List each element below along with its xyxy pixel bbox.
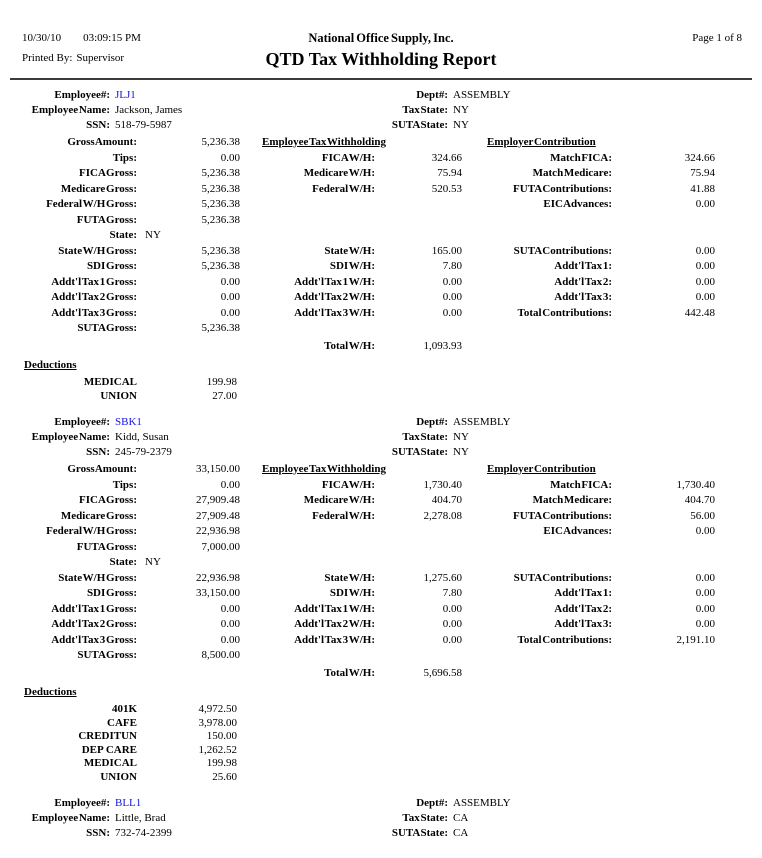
dept-label: Dept#:	[416, 89, 448, 101]
sdi-wh-value: 7.80	[442, 587, 462, 599]
employee-section	[20, 796, 742, 841]
addtl-tax-2-label: Addt'l Tax 2:	[554, 275, 612, 288]
federal-wh-gross-label: Federal W/H Gross:	[46, 198, 137, 210]
eic-advances-value: 0.00	[695, 525, 715, 537]
addtl-tax-3-gross-label: Addt'l Tax 3 Gross:	[51, 633, 137, 646]
field-row	[20, 306, 742, 322]
employee-section	[20, 415, 742, 784]
field-row	[20, 321, 742, 337]
field-row	[20, 275, 742, 291]
addtl-tax-2-wh-label: Addt'l Tax 2 W/H:	[294, 618, 375, 630]
federal-wh-value: 2,278.08	[423, 509, 462, 522]
tips-label: Tips:	[112, 478, 137, 491]
ssn-label: SSN:	[86, 119, 110, 131]
state-wh-label: State W/H:	[324, 571, 375, 584]
report-time: 03:09:15 PM	[83, 32, 141, 44]
field-row	[20, 151, 742, 167]
total-wh-row	[20, 339, 742, 355]
page-header	[20, 0, 742, 80]
tips-value: 0.00	[220, 151, 240, 164]
addtl-tax-1-label: Addt'l Tax 1:	[554, 260, 612, 272]
sdi-gross-value: 5,236.38	[201, 260, 240, 272]
deductions-list	[20, 376, 742, 403]
fica-wh-label: FICA W/H:	[321, 151, 375, 164]
employer-contribution-header: Employer Contribution	[487, 136, 596, 148]
gross-amount-value: 5,236.38	[201, 136, 240, 148]
field-row	[20, 493, 742, 509]
addtl-tax-3-label: Addt'l Tax 3:	[554, 291, 612, 303]
addtl-tax-3-gross-value: 0.00	[220, 306, 240, 319]
sdi-gross-value: 33,150.00	[196, 587, 240, 599]
employee-tax-withholding-header: Employee Tax Withholding	[262, 136, 386, 148]
printed-by-label: Printed By:	[22, 52, 73, 64]
tips-label: Tips:	[112, 151, 137, 164]
match-fica-label: Match FICA:	[550, 478, 612, 491]
addtl-tax-3-wh-label: Addt'l Tax 3 W/H:	[294, 306, 375, 319]
header-row-1	[20, 30, 742, 47]
suta-gross-value: 8,500.00	[201, 649, 240, 661]
state-label: State:	[109, 556, 137, 568]
company-name: National Office Supply, Inc.	[308, 31, 454, 45]
field-row	[20, 244, 742, 260]
sdi-gross-label: SDI Gross:	[86, 260, 137, 272]
gross-amount-label: Gross Amount:	[67, 463, 137, 475]
deduction-amount: 4,972.50	[198, 703, 237, 715]
employer-contribution-header: Employer Contribution	[487, 463, 596, 475]
field-row	[20, 462, 742, 478]
field-row	[20, 166, 742, 182]
suta-gross-label: SUTA Gross:	[77, 322, 137, 334]
medicare-wh-label: Medicare W/H:	[303, 167, 375, 179]
match-medicare-value: 404.70	[684, 494, 715, 506]
addtl-tax-2-gross-value: 0.00	[220, 291, 240, 303]
deduction-row	[20, 390, 742, 404]
ssn-value: 245-79-2379	[115, 446, 172, 458]
tax-state-label: Tax State:	[402, 812, 448, 824]
gross-amount-label: Gross Amount:	[67, 136, 137, 148]
ssn-value: 732-74-2399	[115, 827, 172, 839]
fica-gross-value: 27,909.48	[196, 494, 240, 506]
federal-wh-gross-label: Federal W/H Gross:	[46, 525, 137, 537]
futa-contributions-value: 41.88	[690, 182, 715, 195]
field-row	[20, 524, 742, 540]
deduction-row	[20, 744, 742, 758]
medicare-gross-label: Medicare Gross:	[60, 509, 137, 522]
addtl-tax-1-value: 0.00	[695, 260, 715, 272]
employee-id-link[interactable]: JLJ1	[115, 89, 136, 101]
addtl-tax-2-gross-label: Addt'l Tax 2 Gross:	[51, 291, 137, 303]
spacer	[375, 524, 462, 540]
futa-gross-label: FUTA Gross:	[76, 540, 137, 553]
ssn-label: SSN:	[86, 827, 110, 839]
employee-ssn-row	[20, 826, 742, 841]
employee-ssn-row	[20, 445, 742, 460]
total-contributions-value: 2,191.10	[676, 633, 715, 646]
employee-name-label: Employee Name:	[31, 104, 110, 116]
total-wh-row	[20, 666, 742, 682]
suta-gross-label: SUTA Gross:	[77, 649, 137, 661]
addtl-tax-2-gross-label: Addt'l Tax 2 Gross:	[51, 618, 137, 630]
field-row	[20, 571, 742, 587]
suta-state-label: SUTA State:	[391, 119, 448, 131]
deductions-header: Deductions	[24, 686, 77, 698]
match-fica-value: 1,730.40	[676, 478, 715, 491]
deduction-name: MEDICAL	[83, 757, 137, 769]
tax-grid	[20, 462, 742, 681]
suta-contributions-label: SUTA Contributions:	[513, 244, 612, 257]
field-row	[20, 633, 742, 649]
medicare-wh-value: 404.70	[431, 494, 462, 506]
deduction-row	[20, 771, 742, 785]
employee-ssn-row	[20, 118, 742, 133]
tax-state-value: CA	[453, 812, 469, 824]
suta-state-label: SUTA State:	[391, 446, 448, 458]
deduction-name: MEDICAL	[83, 376, 137, 388]
addtl-tax-3-wh-value: 0.00	[442, 633, 462, 646]
deductions-header: Deductions	[24, 359, 77, 371]
fica-gross-label: FICA Gross:	[79, 167, 137, 179]
deduction-amount: 1,262.52	[198, 743, 237, 756]
eic-advances-value: 0.00	[695, 198, 715, 210]
deduction-amount: 3,978.00	[198, 716, 237, 729]
suta-state-label: SUTA State:	[391, 827, 448, 839]
total-wh-value: 1,093.93	[423, 339, 462, 352]
employee-no-label: Employee#:	[54, 797, 110, 809]
field-row	[20, 135, 742, 151]
addtl-tax-1-wh-label: Addt'l Tax 1 W/H:	[294, 275, 375, 288]
header-row-2	[20, 49, 742, 76]
field-row	[20, 213, 742, 229]
total-contributions-value: 442.48	[684, 306, 715, 319]
employee-id-row	[20, 88, 742, 103]
eic-advances-label: EIC Advances:	[543, 525, 612, 537]
state-row	[20, 228, 742, 244]
employee-name-value: Jackson, James	[115, 104, 183, 116]
field-row	[20, 290, 742, 306]
deduction-amount: 25.60	[212, 770, 237, 783]
match-medicare-label: Match Medicare:	[532, 167, 612, 179]
federal-wh-label: Federal W/H:	[312, 509, 375, 522]
suta-contributions-value: 0.00	[695, 571, 715, 584]
federal-wh-gross-value: 5,236.38	[201, 198, 240, 210]
state-label: State:	[109, 229, 137, 241]
field-row	[20, 182, 742, 198]
deduction-amount: 199.98	[206, 757, 237, 769]
state-wh-gross-value: 22,936.98	[196, 571, 240, 584]
deduction-row	[20, 730, 742, 744]
addtl-tax-3-gross-label: Addt'l Tax 3 Gross:	[51, 306, 137, 319]
employee-name-row	[20, 811, 742, 826]
tax-grid	[20, 135, 742, 354]
tax-state-label: Tax State:	[402, 104, 448, 116]
state-wh-gross-value: 5,236.38	[201, 244, 240, 257]
deduction-name: 401K	[111, 703, 137, 715]
deduction-row	[20, 757, 742, 771]
dept-value: ASSEMBLY	[453, 416, 511, 428]
tax-state-value: NY	[453, 431, 469, 443]
total-wh-value: 5,696.58	[423, 666, 462, 679]
employee-name-row	[20, 103, 742, 118]
match-fica-label: Match FICA:	[550, 151, 612, 164]
addtl-tax-3-wh-value: 0.00	[442, 306, 462, 319]
employee-id-row	[20, 415, 742, 430]
fica-wh-label: FICA W/H:	[321, 478, 375, 491]
employee-name-row	[20, 430, 742, 445]
addtl-tax-1-gross-value: 0.00	[220, 602, 240, 615]
state-value: NY	[145, 556, 161, 568]
fica-gross-value: 5,236.38	[201, 167, 240, 179]
printed-by-value: Supervisor	[76, 52, 125, 64]
field-row	[20, 509, 742, 525]
spacer	[262, 197, 375, 213]
dept-label: Dept#:	[416, 416, 448, 428]
addtl-tax-1-wh-value: 0.00	[442, 275, 462, 288]
state-wh-label: State W/H:	[324, 244, 375, 257]
field-row	[20, 540, 742, 556]
sdi-wh-value: 7.80	[442, 260, 462, 272]
field-row	[20, 586, 742, 602]
suta-state-value: NY	[453, 446, 469, 458]
futa-gross-label: FUTA Gross:	[76, 213, 137, 226]
employee-id-link[interactable]: BLL1	[115, 797, 142, 809]
deduction-row	[20, 703, 742, 717]
suta-contributions-label: SUTA Contributions:	[513, 571, 612, 584]
addtl-tax-1-label: Addt'l Tax 1:	[554, 587, 612, 599]
match-medicare-label: Match Medicare:	[532, 494, 612, 506]
deduction-name: CREDITUN	[78, 730, 137, 742]
match-fica-value: 324.66	[684, 151, 715, 164]
federal-wh-value: 520.53	[431, 182, 462, 195]
addtl-tax-3-gross-value: 0.00	[220, 633, 240, 646]
futa-contributions-label: FUTA Contributions:	[513, 509, 612, 522]
tips-value: 0.00	[220, 478, 240, 491]
addtl-tax-2-value: 0.00	[695, 602, 715, 615]
deduction-amount: 199.98	[206, 376, 237, 388]
deduction-name: UNION	[100, 389, 137, 402]
addtl-tax-3-value: 0.00	[695, 291, 715, 303]
match-medicare-value: 75.94	[690, 167, 715, 179]
federal-wh-label: Federal W/H:	[312, 182, 375, 195]
addtl-tax-1-value: 0.00	[695, 587, 715, 599]
field-row	[20, 259, 742, 275]
spacer	[375, 197, 462, 213]
futa-gross-value: 5,236.38	[201, 213, 240, 226]
employee-tax-withholding-header: Employee Tax Withholding	[262, 463, 386, 475]
futa-contributions-value: 56.00	[690, 509, 715, 522]
employee-id-row	[20, 796, 742, 811]
total-contributions-label: Total Contributions:	[517, 306, 612, 319]
field-row	[20, 478, 742, 494]
suta-gross-value: 5,236.38	[201, 322, 240, 334]
addtl-tax-2-wh-value: 0.00	[442, 618, 462, 630]
addtl-tax-3-value: 0.00	[695, 618, 715, 630]
field-row	[20, 602, 742, 618]
employee-name-label: Employee Name:	[31, 812, 110, 824]
addtl-tax-1-wh-value: 0.00	[442, 602, 462, 615]
employee-id-link[interactable]: SBK1	[115, 416, 142, 428]
total-wh-label: Total W/H:	[324, 339, 375, 352]
total-wh-label: Total W/H:	[324, 666, 375, 679]
medicare-wh-value: 75.94	[437, 167, 462, 179]
header-rule	[10, 78, 752, 80]
addtl-tax-3-wh-label: Addt'l Tax 3 W/H:	[294, 633, 375, 646]
dept-value: ASSEMBLY	[453, 89, 511, 101]
state-row	[20, 555, 742, 571]
medicare-wh-label: Medicare W/H:	[303, 494, 375, 506]
fica-gross-label: FICA Gross:	[79, 494, 137, 506]
employee-name-value: Kidd, Susan	[115, 431, 169, 443]
deduction-name: UNION	[100, 770, 137, 783]
addtl-tax-2-wh-value: 0.00	[442, 291, 462, 303]
addtl-tax-1-gross-label: Addt'l Tax 1 Gross:	[51, 275, 137, 288]
suta-state-value: CA	[453, 827, 469, 839]
dept-label: Dept#:	[416, 797, 448, 809]
deduction-name: CAFE	[107, 716, 137, 729]
report-date: 10/30/10	[22, 32, 62, 44]
spacer	[262, 524, 375, 540]
employee-no-label: Employee#:	[54, 89, 110, 101]
ssn-value: 518-79-5987	[115, 119, 172, 131]
total-contributions-label: Total Contributions:	[517, 633, 612, 646]
field-row	[20, 617, 742, 633]
sdi-wh-label: SDI W/H:	[329, 260, 375, 272]
employee-name-value: Little, Brad	[115, 812, 166, 824]
sdi-gross-label: SDI Gross:	[86, 587, 137, 599]
federal-wh-gross-value: 22,936.98	[196, 525, 240, 537]
employee-no-label: Employee#:	[54, 416, 110, 428]
state-value: NY	[145, 229, 161, 241]
eic-advances-label: EIC Advances:	[543, 198, 612, 210]
futa-gross-value: 7,000.00	[201, 540, 240, 553]
futa-contributions-label: FUTA Contributions:	[513, 182, 612, 195]
field-row	[20, 648, 742, 664]
tax-state-label: Tax State:	[402, 431, 448, 443]
medicare-gross-value: 5,236.38	[201, 182, 240, 195]
addtl-tax-3-label: Addt'l Tax 3:	[554, 618, 612, 630]
fica-wh-value: 1,730.40	[423, 478, 462, 491]
deduction-row	[20, 717, 742, 731]
addtl-tax-1-gross-value: 0.00	[220, 275, 240, 288]
gross-amount-value: 33,150.00	[196, 463, 240, 475]
addtl-tax-1-wh-label: Addt'l Tax 1 W/H:	[294, 602, 375, 615]
field-row	[20, 197, 742, 213]
addtl-tax-2-gross-value: 0.00	[220, 618, 240, 630]
sdi-wh-label: SDI W/H:	[329, 587, 375, 599]
tax-state-value: NY	[453, 104, 469, 116]
employee-section	[20, 88, 742, 403]
dept-value: ASSEMBLY	[453, 797, 511, 809]
deductions-list	[20, 703, 742, 784]
page-number: Page 1 of 8	[692, 32, 742, 44]
suta-state-value: NY	[453, 119, 469, 131]
report-title: QTD Tax Withholding Report	[265, 49, 497, 69]
state-wh-gross-label: State W/H Gross:	[58, 244, 137, 257]
employee-name-label: Employee Name:	[31, 431, 110, 443]
deduction-row	[20, 376, 742, 390]
state-wh-value: 165.00	[431, 244, 462, 257]
state-wh-gross-label: State W/H Gross:	[58, 571, 137, 584]
deduction-amount: 27.00	[212, 389, 237, 402]
addtl-tax-1-gross-label: Addt'l Tax 1 Gross:	[51, 602, 137, 615]
addtl-tax-2-value: 0.00	[695, 275, 715, 288]
fica-wh-value: 324.66	[431, 151, 462, 164]
deduction-name: DEP CARE	[81, 743, 137, 756]
suta-contributions-value: 0.00	[695, 244, 715, 257]
ssn-label: SSN:	[86, 446, 110, 458]
medicare-gross-value: 27,909.48	[196, 509, 240, 522]
deduction-amount: 150.00	[206, 730, 237, 742]
addtl-tax-2-label: Addt'l Tax 2:	[554, 602, 612, 615]
addtl-tax-2-wh-label: Addt'l Tax 2 W/H:	[294, 291, 375, 303]
state-wh-value: 1,275.60	[423, 571, 462, 584]
medicare-gross-label: Medicare Gross:	[60, 182, 137, 195]
